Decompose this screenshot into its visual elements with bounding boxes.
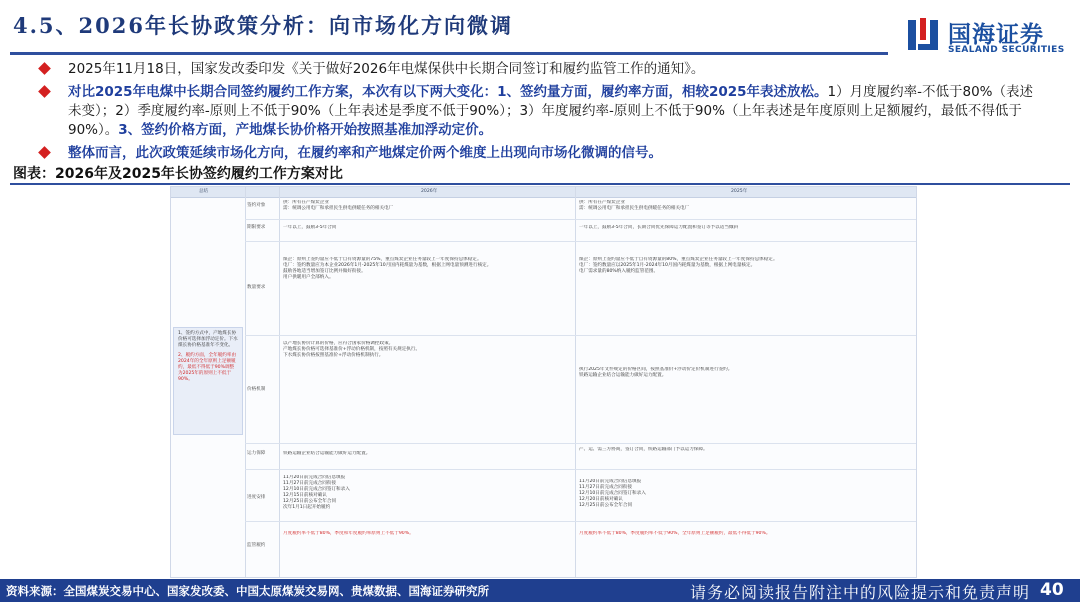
company-logo (906, 14, 1076, 60)
row-label: 期限要求 (247, 225, 266, 230)
bullet-item (40, 144, 1040, 163)
bullet-item (40, 60, 1040, 79)
cell-2026: 铁路运输企业结合运输能力做好运力配置。 (283, 451, 371, 456)
header-summary: 总结 (199, 189, 209, 194)
comparison-table (170, 186, 917, 578)
column-divider (279, 187, 280, 577)
row-label: 数量要求 (247, 285, 266, 290)
summary-cell (173, 327, 243, 435)
cell-2026: 煤企：原则上签约量应不低于自有资源量的75%，重点煤炭企业任务量较上一年度保持总体稳定。 电厂：签约数量应为本企业2026年1月-2025年10月国内耗煤量为基数，根据上网电量预测进行核定。 鼓励各地适当增加签订比例并做好衔接。 用户供暖用户全部纳入。 (283, 257, 492, 280)
column-divider (575, 187, 576, 577)
cell-2025: 执行2025年文件规定的价格区间，按照基准价+浮动价定价机制进行签约。 铁路运输企业结合运输能力做好运力配置。 (579, 367, 733, 378)
figure-rule (10, 183, 1070, 185)
cell-2026: 以产地长协价计算的价格，应符合国家价格调控政策。 产地煤长协价格可选择基准价+浮动价格机制，按照有关规定执行。 下水煤长协价格按照基准价+浮动价格机制执行。 (283, 341, 421, 358)
row-label: 进度安排 (247, 495, 266, 500)
row-label: 运力保障 (247, 451, 266, 456)
row-divider (245, 469, 916, 470)
page-title: 4.5、2026年长协政策分析：向市场化方向微调 (13, 13, 513, 38)
logo-text-cn: 国海证券 (948, 22, 1044, 48)
footer-source: 资料来源：全国煤炭交易中心、国家发改委、中国太原煤炭交易网、贵煤数据、国海证券研究所 (6, 584, 489, 598)
diamond-bullet-icon (38, 85, 51, 98)
cell-2025: 月度履约率不低于80%，季度履约率不低于90%，全年原则上足额履约，最低不得低于90%。 (579, 531, 771, 536)
row-divider (245, 443, 916, 444)
diamond-bullet-icon (38, 62, 51, 75)
summary-highlight: 2、履约方面，全年履约率由2024年的全年原则上足额履约，最低不得低于90%调整为2025年的原则上不低于90%。 (178, 353, 237, 382)
row-divider (245, 335, 916, 336)
cell-2026: 11月20日前完成合同信息填报 11月27日前完成合同衔接 12月10日前完成合同签订和录入 12月15日前核对确认 12月25日前公布全年合同 次年1月1日起开始履约 (283, 475, 350, 510)
column-divider (245, 187, 246, 577)
cell-2026: 月度履约率不低于80%，季度和年度履约率原则上不低于90%。 (283, 531, 414, 536)
row-divider (245, 521, 916, 522)
bullet-item (40, 83, 1040, 140)
row-divider (245, 219, 916, 220)
header-2026: 2026年 (421, 189, 438, 194)
row-label: 价格机制 (247, 387, 266, 392)
header-2025: 2025年 (731, 189, 748, 194)
title-underline (10, 52, 888, 55)
figure-title: 图表：2026年及2025年长协签约履约工作方案对比 (13, 166, 343, 182)
footer-disclaimer: 请务必阅读报告附注中的风险提示和免责声明 (690, 583, 1031, 602)
summary-bullets (40, 60, 1040, 167)
cell-2025: 产、运、需三方协商，签订合同，铁路运输部门予以运力保障。 (579, 447, 708, 452)
cell-2025: 11月20日前完成合同信息填报 11月27日前完成合同衔接 12月10日前完成合同签订和录入 12月20日前核对确认 12月25日前公布全年合同 (579, 479, 646, 508)
footer-bar (0, 579, 1080, 602)
bullet-text: 整体而言，此次政策延续市场化方向，在履约率和产地煤定价两个维度上出现向市场化微调的信号。 (68, 145, 662, 161)
bullet-text: 2025年11月18日，国家发改委印发《关于做好2026年电煤保供中长期合同签订和履约监管工作的通知》。 (68, 61, 705, 77)
row-label: 签约对象 (247, 203, 266, 208)
cell-2026: 供：所有在产煤炭企业 需：统调公用电厂和承担民生供电供暖任务的相关电厂 (283, 200, 394, 211)
summary-text: 1、签约方式中，产地煤长协价格可选择加浮动定价。下水煤长协价格基准年不变化。 (178, 331, 238, 348)
bullet-part2: 1）月度履约率-不低于80%（表述未变）；2）季度履约率-原则上不低于90%（上年表述是季度不低于90%）；3）年度履约率-原则上不低于90%（上年表述是年度原则上足额履约，最低不得低于90%）。 (68, 84, 1034, 138)
diamond-bullet-icon (38, 146, 51, 159)
cell-2025: 供：所有在产煤炭企业 需：统调公用电厂和承担民生供电供暖任务的相关电厂 (579, 200, 690, 211)
cell-2025: 煤企：原则上签约量应不低于自有资源量的80%，重点煤炭企业任务量较上一年度保持总体稳定。 电厂：签约数量应以2025年1月-2024年10月国内耗煤量为基数，根据上网电量核定。 电厂需求量的80%纳入履约监管范围。 (579, 257, 778, 274)
page-number: 40 (1040, 580, 1064, 600)
cell-2026: 一年以上，鼓励3-5年合同 (283, 225, 337, 230)
row-label: 监管履约 (247, 543, 266, 548)
logo-text-en: SEALAND SECURITIES (948, 45, 1065, 55)
sealand-logo-icon (906, 16, 940, 54)
bullet-lead: 对比2025年电煤中长期合同签约履约工作方案，本次有以下两大变化： (68, 84, 498, 100)
bullet-part3: 3、签约价格方面，产地煤长协价格开始按照基准加浮动定价。 (118, 122, 493, 138)
bullet-part1: 1、签约量方面，履约率方面，相较2025年表述放松。 (497, 84, 828, 100)
row-divider (245, 241, 916, 242)
table-header (171, 187, 916, 198)
cell-2025: 一年以上，鼓励3-5年合同，长期合同优先保障运力配置和签订等予以适当倾斜 (579, 225, 739, 230)
